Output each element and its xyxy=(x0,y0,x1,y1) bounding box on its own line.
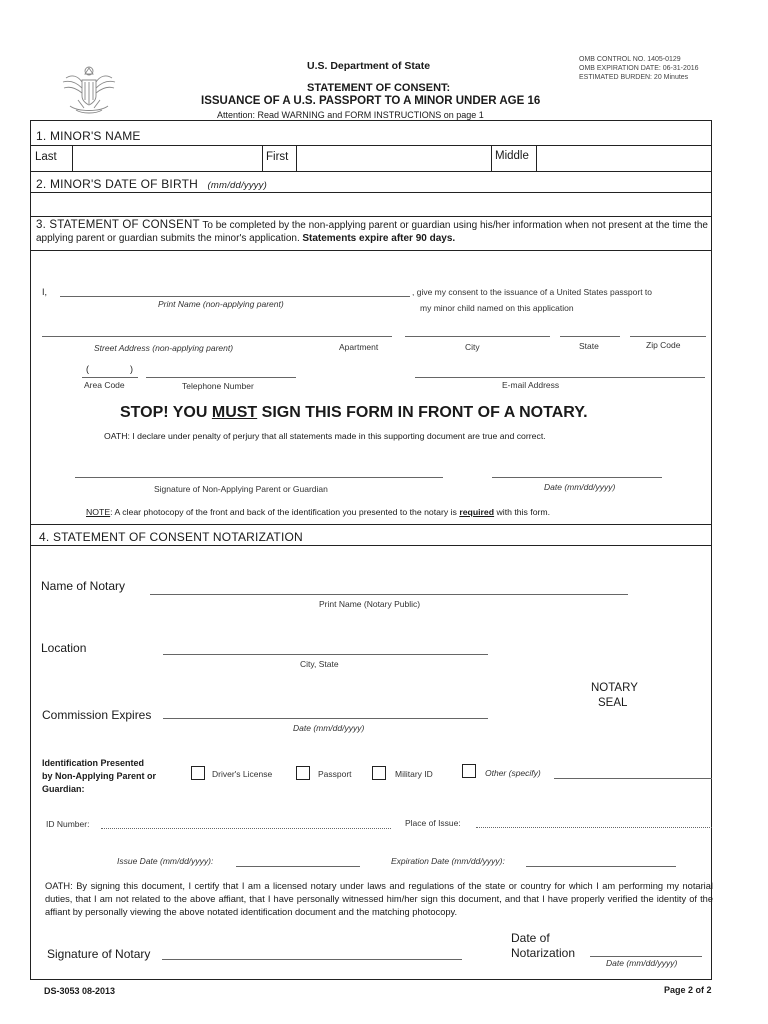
street-address-line[interactable] xyxy=(42,336,332,337)
area-code-paren-close: ) xyxy=(130,364,133,374)
place-of-issue-label: Place of Issue: xyxy=(405,818,461,828)
area-code-label: Area Code xyxy=(84,380,125,390)
other-id-checkbox[interactable] xyxy=(462,764,476,778)
section3-expiry: Statements expire after 90 days. xyxy=(302,233,456,245)
section2-heading xyxy=(36,177,267,191)
id-number-label: ID Number: xyxy=(46,819,90,829)
zip-code-label: Zip Code xyxy=(646,340,681,350)
form-id: DS-3053 08-2013 xyxy=(44,986,116,996)
location-line[interactable] xyxy=(163,654,488,655)
section1-heading: 1. MINOR'S NAME xyxy=(36,129,141,143)
omb-control: OMB CONTROL NO. 1405-0129 xyxy=(579,56,681,63)
notarization-date-hint: Date (mm/dd/yyyy) xyxy=(606,958,678,968)
last-name-label: Last xyxy=(35,151,57,163)
passport-label: Passport xyxy=(318,769,352,779)
notary-name-line[interactable] xyxy=(150,594,628,595)
dob-input[interactable] xyxy=(34,194,708,214)
area-code-paren-open: ( xyxy=(86,364,89,374)
note-text-b: with this form. xyxy=(494,507,551,517)
section3-heading: 3. STATEMENT OF CONSENT xyxy=(36,219,200,231)
apartment-label: Apartment xyxy=(339,342,379,352)
expiration-date-label: Expiration Date (mm/dd/yyyy): xyxy=(391,856,505,866)
print-name-line[interactable] xyxy=(60,296,410,297)
section3-intro xyxy=(36,219,708,245)
notary-seal-line1: NOTARY xyxy=(591,682,638,694)
department-name: U.S. Department of State xyxy=(307,60,431,72)
dob-format-hint: (mm/dd/yyyy) xyxy=(207,180,267,191)
notary-signature-line[interactable] xyxy=(162,959,462,960)
print-name-label: Print Name (non-applying parent) xyxy=(158,299,284,309)
last-name-input[interactable] xyxy=(74,147,261,169)
telephone-label: Telephone Number xyxy=(182,381,254,391)
expiration-date-line[interactable] xyxy=(526,866,676,867)
id-number-line[interactable] xyxy=(101,828,391,829)
page-number: Page 2 of 2 xyxy=(664,985,712,995)
department-seal xyxy=(58,60,120,118)
city-line[interactable] xyxy=(405,336,550,337)
first-name-input[interactable] xyxy=(298,147,489,169)
middle-name-label: Middle xyxy=(495,150,529,162)
stop-must: MUST xyxy=(211,404,258,421)
stop-suffix: SIGN THIS FORM IN FRONT OF A NOTARY. xyxy=(257,404,588,421)
middle-name-input[interactable] xyxy=(538,147,709,169)
note-required: required xyxy=(459,507,495,517)
notary-seal-line2: SEAL xyxy=(598,697,628,709)
commission-expires-line[interactable] xyxy=(163,718,488,719)
other-id-label: Other (specify) xyxy=(485,768,541,778)
i-label: I, xyxy=(42,287,48,297)
state-label: State xyxy=(579,341,599,351)
city-state-label: City, State xyxy=(300,659,339,669)
attention-note: Attention: Read WARNING and FORM INSTRUCTIONS on page 1 xyxy=(217,110,484,120)
photocopy-note xyxy=(86,507,550,517)
location-label: Location xyxy=(41,641,87,655)
email-label: E-mail Address xyxy=(502,380,560,390)
military-id-label: Military ID xyxy=(395,769,433,779)
parent-signature-label: Signature of Non-Applying Parent or Guardian xyxy=(154,484,328,494)
omb-expiration: OMB EXPIRATION DATE: 06-31-2016 xyxy=(579,65,699,72)
commission-expires-label: Commission Expires xyxy=(42,708,152,722)
area-code-line[interactable] xyxy=(82,377,138,378)
military-id-checkbox[interactable] xyxy=(372,766,386,780)
section3-oath: OATH: I declare under penalty of perjury that all statements made in this supporting document are true and correct. xyxy=(104,431,546,441)
email-line[interactable] xyxy=(415,377,705,378)
notarization-label: Notarization xyxy=(511,946,576,960)
form-title-line1: STATEMENT OF CONSENT: xyxy=(307,82,451,94)
id-presented-line1: Identification Presented xyxy=(42,758,145,768)
form-title-line2: ISSUANCE OF A U.S. PASSPORT TO A MINOR UNDER AGE 16 xyxy=(201,95,541,107)
id-presented-line2: by Non-Applying Parent or xyxy=(42,771,157,781)
note-label: NOTE xyxy=(86,507,111,517)
parent-date-line[interactable] xyxy=(492,477,662,478)
stop-notary-warning xyxy=(120,404,588,422)
telephone-line[interactable] xyxy=(146,377,296,378)
other-id-specify-line[interactable] xyxy=(554,778,712,779)
commission-date-hint: Date (mm/dd/yyyy) xyxy=(293,723,365,733)
section3-instruction: To be completed by the non-applying parent or guardian using his/her information when not present at the time the applying parent or guardian submits the minor's application. xyxy=(36,220,708,245)
drivers-license-label: Driver's License xyxy=(212,769,273,779)
apartment-line[interactable] xyxy=(332,336,392,337)
place-of-issue-line[interactable] xyxy=(476,827,712,828)
state-line[interactable] xyxy=(560,336,620,337)
date-of-label: Date of xyxy=(511,931,550,945)
note-text-a: : A clear photocopy of the front and back of the identification you presented to the notary is xyxy=(110,507,460,517)
id-presented-line3: Guardian: xyxy=(42,784,85,794)
section2-title: 2. MINOR'S DATE OF BIRTH xyxy=(36,177,198,191)
street-address-label: Street Address (non-applying parent) xyxy=(94,343,234,353)
stop-prefix: STOP! YOU xyxy=(120,404,212,421)
issue-date-label: Issue Date (mm/dd/yyyy): xyxy=(117,856,214,866)
notarization-date-line[interactable] xyxy=(590,956,702,957)
consent-text-line2: my minor child named on this application xyxy=(420,303,574,313)
eagle-seal-icon xyxy=(58,60,120,118)
signature-of-notary-label: Signature of Notary xyxy=(47,947,151,961)
name-of-notary-label: Name of Notary xyxy=(41,579,126,593)
first-name-label: First xyxy=(266,151,289,163)
parent-signature-line[interactable] xyxy=(75,477,443,478)
notary-print-name-label: Print Name (Notary Public) xyxy=(319,599,421,609)
notary-oath: OATH: By signing this document, I certify that I am a licensed notary under laws and regulations of the state or country for which I am performing my notarial duties, that I am not related to the above affiant, that I have personally witnessed him/her sign this document, and that I have properly verified the identity of the affiant by personally viewing the above notated identification document and the matching photocopy. xyxy=(45,881,713,918)
zip-code-line[interactable] xyxy=(630,336,706,337)
estimated-burden: ESTIMATED BURDEN: 20 Minutes xyxy=(579,74,689,81)
drivers-license-checkbox[interactable] xyxy=(191,766,205,780)
passport-checkbox[interactable] xyxy=(296,766,310,780)
parent-date-label: Date (mm/dd/yyyy) xyxy=(544,482,616,492)
consent-text-line1: , give my consent to the issuance of a United States passport to xyxy=(412,287,653,297)
issue-date-line[interactable] xyxy=(236,866,360,867)
section4-heading: 4. STATEMENT OF CONSENT NOTARIZATION xyxy=(39,530,303,544)
city-label: City xyxy=(465,342,480,352)
